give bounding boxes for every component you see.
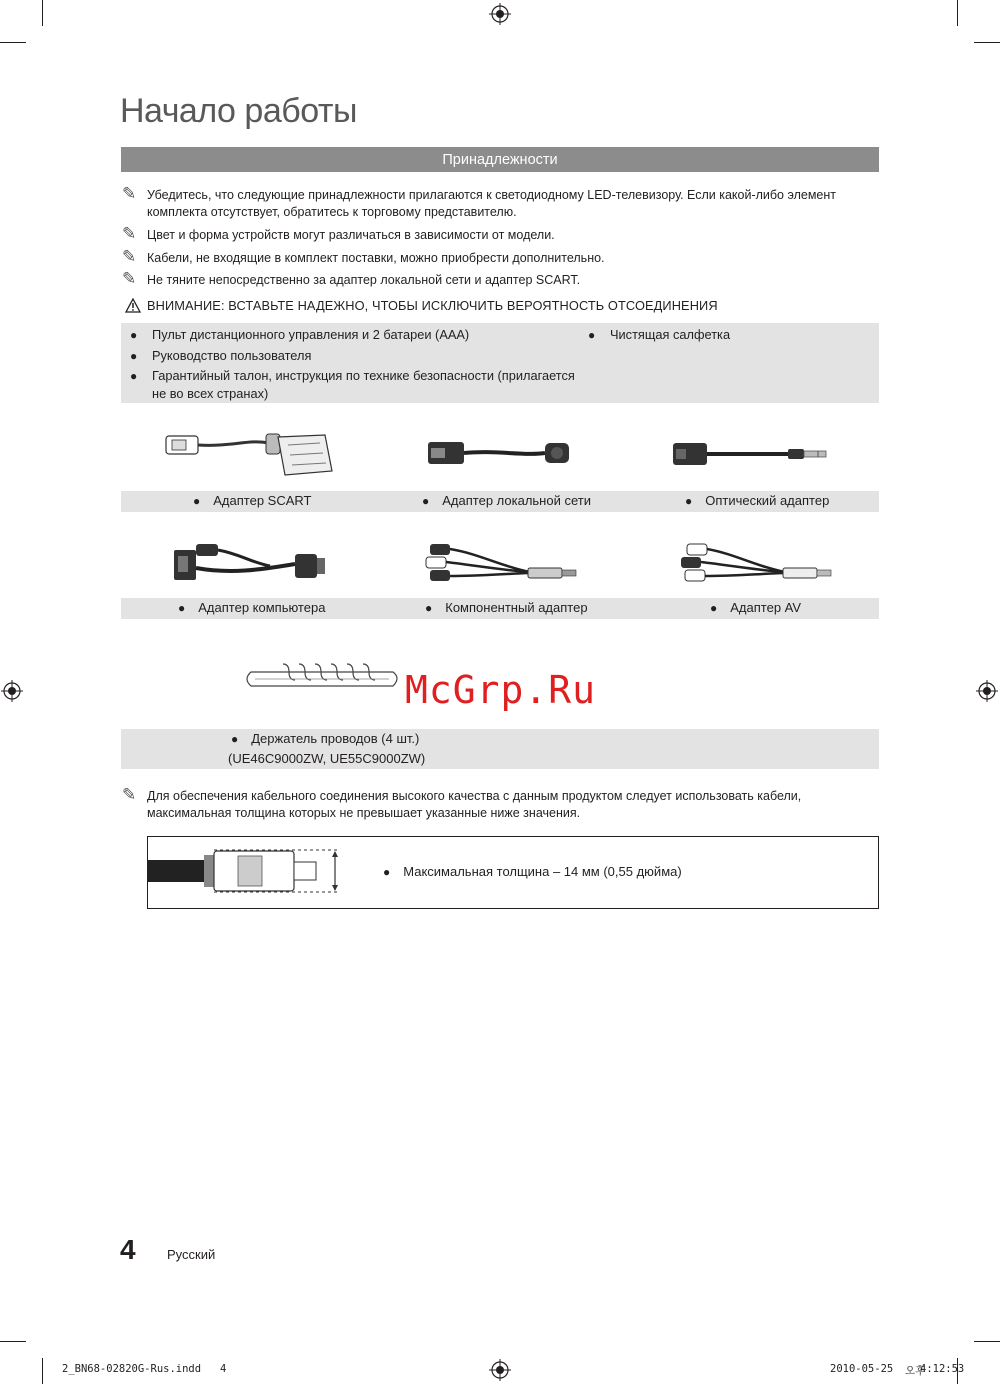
note (122, 247, 862, 267)
footer-time: 4:12:53 (920, 1363, 965, 1375)
note-text: Кабели, не входящие в комплект поставки, можно приобрести дополнительно. (147, 251, 605, 265)
scart-adapter-image (160, 425, 340, 480)
caption-cable-holder: ● Держатель проводов (4 шт.) (231, 731, 420, 746)
crop-mark (974, 42, 1000, 43)
list-item: ● Гарантийный талон, инструкция по технике безопасности (прилагается не во всех странах) (130, 368, 575, 401)
pencil-note-icon: ✎ (122, 247, 137, 266)
footer-time-prefix: 오후 (905, 1365, 926, 1377)
footer-date: 2010-05-25 (830, 1363, 894, 1375)
crop-mark (42, 0, 43, 26)
warning (125, 298, 718, 313)
caption-max-thickness: ● Максимальная толщина – 14 мм (0,55 дюйма) (383, 864, 682, 879)
page-title: Начало работы (120, 92, 357, 130)
crop-mark (0, 1341, 26, 1342)
component-adapter-image (420, 540, 580, 586)
list-item: ● Пульт дистанционного управления и 2 батареи (AAA) (130, 327, 470, 342)
crop-mark (974, 1341, 1000, 1342)
note-text: Для обеспечения кабельного соединения высокого качества с данным продуктом следует использовать кабели, максимальная толщина которых не превышает указанные ниже значения. (147, 789, 802, 820)
caption-scart-adapter: ● Адаптер SCART (193, 493, 312, 508)
note-text: Убедитесь, что следующие принадлежности прилагаются к светодиодному LED-телевизору. Если какой-либо элемент комплекта отсутствует, обратитесь к торговому представителю. (147, 188, 837, 219)
pencil-note-icon: ✎ (122, 269, 137, 288)
pc-adapter-image (170, 540, 330, 586)
av-adapter-image (675, 540, 835, 586)
pencil-note-icon: ✎ (122, 224, 137, 243)
note (122, 184, 862, 221)
watermark: McGrp.Ru (405, 668, 597, 712)
note (122, 224, 862, 244)
list-item: ● Руководство пользователя (130, 348, 312, 363)
cable-thickness-illustration (148, 846, 348, 896)
pencil-note-icon: ✎ (122, 785, 137, 804)
pencil-note-icon: ✎ (122, 184, 137, 203)
caption-cable-holder-models: (UE46C9000ZW, UE55C9000ZW) (228, 751, 426, 766)
crop-mark (957, 0, 958, 26)
caption-optical-adapter: ● Оптический адаптер (685, 493, 830, 508)
language-label: Русский (167, 1247, 216, 1262)
cable-holder-image (243, 660, 403, 694)
registration-mark-icon (489, 3, 511, 25)
registration-mark-icon (489, 1359, 511, 1381)
warning-triangle-icon (125, 298, 141, 313)
page-number: 4 (120, 1234, 136, 1265)
note (122, 785, 852, 822)
optical-adapter-image (670, 440, 835, 470)
registration-mark-icon (1, 680, 23, 702)
note (122, 269, 862, 289)
section-header: Принадлежности (121, 147, 879, 172)
note-text: Цвет и форма устройств могут различаться в зависимости от модели. (147, 228, 555, 242)
lan-adapter-image (425, 436, 575, 472)
caption-lan-adapter: ● Адаптер локальной сети (422, 493, 591, 508)
crop-mark (42, 1358, 43, 1384)
list-item: ● Чистящая салфетка (588, 327, 731, 342)
caption-av-adapter: ● Адаптер AV (710, 600, 802, 615)
caption-pc-adapter: ● Адаптер компьютера (178, 600, 326, 615)
caption-component-adapter: ● Компонентный адаптер (425, 600, 588, 615)
warning-text: ВНИМАНИЕ: ВСТАВЬТЕ НАДЕЖНО, ЧТОБЫ ИСКЛЮЧИТЬ ВЕРОЯТНОСТЬ ОТСОЕДИНЕНИЯ (147, 298, 718, 313)
registration-mark-icon (976, 680, 998, 702)
note-text: Не тяните непосредственно за адаптер локальной сети и адаптер SCART. (147, 273, 581, 287)
footer-file-name: 2_BN68-02820G-Rus.indd 4 (62, 1363, 227, 1375)
crop-mark (0, 42, 26, 43)
